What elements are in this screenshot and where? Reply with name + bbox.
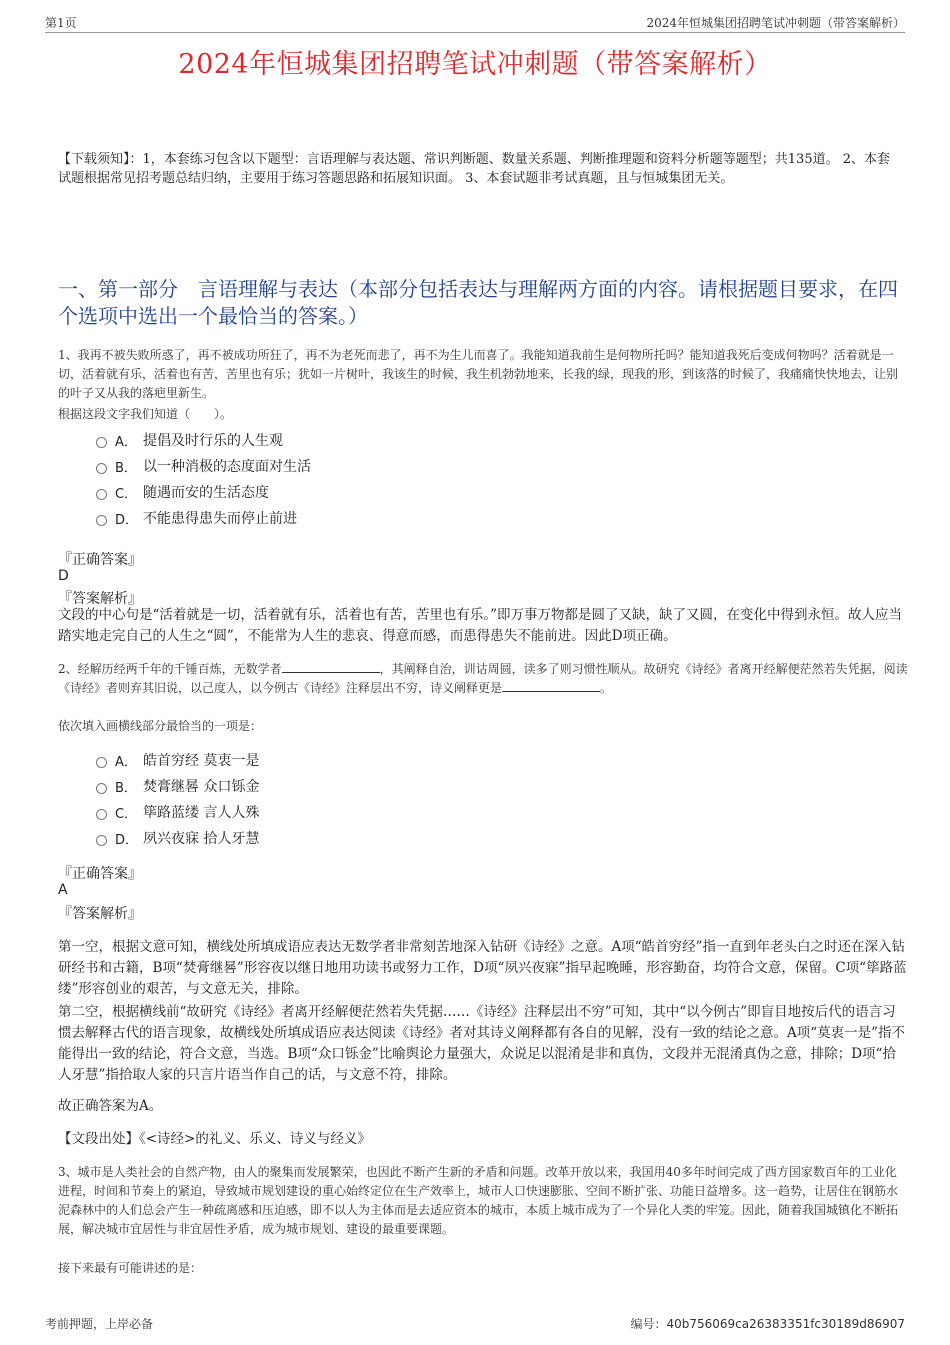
q1-analysis: 文段的中心句是“活着就是一切，活着就有乐，活着也有苦，苦里也有乐。”即万事万物都是圆了又缺，缺了又圆，在变化中得到永恒。故人应当踏实地走完自己的人生之“圆”，不能常为人生的悲哀、得意而感，而患得患失不能前进。因此D项正确。 — [58, 607, 903, 644]
answer-blank — [502, 679, 600, 692]
q1-analysis-label: 『答案解析』 — [58, 591, 142, 607]
q2-option-a[interactable]: A． 皓首穷经 莫衷一是 — [96, 750, 259, 770]
q2-analysis-second: 第二空，根据横线前“故研究《诗经》者离开经解便茫然若失凭据……《诗经》注释层出不穷”可知，其中“以今例古”即盲目地按后代的语言习惯去解释古代的语言现象，故横线处所填成语应表达阅读《诗经》者对其诗义阐释都有各自的见解，没有一致的结论之意。A项“莫衷一是”指不能得出一致的结论，符合文意，当选。B项“众口铄金”比喻舆论力量强大，众说足以混淆是非和真伪，文段并无混淆真伪之意，排除；D项“拾人牙慧”指拾取人家的只言片语当作自己的话，与文意不符，排除。 — [58, 1004, 906, 1083]
download-notice: 【下载须知】：1，本套练习包含以下题型：言语理解与表达题、常识判断题、数量关系题、判断推理题和资料分析题等题型；共135道。 2、本套试题根据常见招考题总结归纳，主要用于练习答题思路和拓展知识面。 3、本套试题非考试真题，且与恒城集团无关。 — [58, 152, 890, 186]
header-doc-title: 2024年恒城集团招聘笔试冲刺题（带答案解析） — [646, 16, 905, 30]
radio-icon[interactable] — [96, 437, 107, 448]
radio-icon[interactable] — [96, 809, 107, 820]
radio-icon[interactable] — [96, 463, 107, 474]
radio-icon[interactable] — [96, 757, 107, 768]
q1-option-b[interactable]: B． 以一种消极的态度面对生活 — [96, 456, 311, 476]
q1-ask: 根据这段文字我们知道（ ）。 — [58, 407, 233, 421]
q2-option-d[interactable]: D． 夙兴夜寐 拾人牙慧 — [96, 828, 259, 848]
q1-answer-label: 『正确答案』 — [58, 552, 142, 568]
q2-ask: 依次填入画横线部分最恰当的一项是： — [58, 719, 263, 733]
q2-analysis-label: 『答案解析』 — [58, 906, 142, 922]
q1-option-a[interactable]: A． 提倡及时行乐的人生观 — [96, 430, 283, 450]
page-header — [45, 14, 905, 33]
radio-icon[interactable] — [96, 835, 107, 846]
answer-blank — [282, 660, 380, 673]
doc-code: 编号：40b756069ca26383351fc30189d86907 — [630, 1317, 905, 1331]
page-footer — [45, 1315, 905, 1331]
section-title: 一、第一部分 言语理解与表达（本部分包括表达与理解两方面的内容。请根据题目要求，在四个选项中选出一个最恰当的答案。） — [58, 277, 898, 328]
q1-option-d[interactable]: D． 不能患得患失而停止前进 — [96, 508, 297, 528]
q3-stem: 3、城市是人类社会的自然产物，由人的聚集而发展繁荣，也因此不断产生新的矛盾和问题。改革开放以来，我国用40多年时间完成了西方国家数百年的工业化进程，时间和节奏上的紧迫，导致城市规划建设的重心始终定位在生产效率上，城市人口快速膨胀、空间不断扩张、功能日益增多。这一趋势，让居住在钢筋水泥森林中的人们总会产生一种疏离感和压迫感，即不以人为主体而是去适应资本的城市，本质上城市成为了一个异化人类的牢笼。因此，随着我国城镇化不断拓展，解决城市宜居性与非宜居性矛盾，成为城市规划、建设的最重要课题。 — [58, 1165, 899, 1236]
q2-analysis-first: 第一空，根据文意可知，横线处所填成语应表达无数学者非常刻苦地深入钻研《诗经》之意。A项“皓首穷经”指一直到年老头白之时还在深入钻研经书和古籍，B项“焚膏继晷”形容夜以继日地用功读书或努力工作，D项“夙兴夜寐”指早起晚睡，形容勤奋，均符合文意，保留。C项“筚路蓝缕”形容创业的艰苦，与文意无关，排除。 — [58, 939, 907, 997]
q2-option-c[interactable]: C． 筚路蓝缕 言人人殊 — [96, 802, 259, 822]
q2-answer-label: 『正确答案』 — [58, 866, 142, 882]
page-number: 第1页 — [45, 16, 77, 30]
q2-option-b[interactable]: B． 焚膏继晷 众口铄金 — [96, 776, 259, 796]
q2-stem: 2、经解历经两千年的千锤百炼，无数学者 ，其阐释自治，训诂周圆，读多了则习惯性顺从。故研究《诗经》者离开经解便茫然若失凭据，阅读《诗经》者则弃其旧说，以己度人，以今例古《诗经》注释层出不穷，诗义阐释更是 。 — [58, 662, 908, 695]
q2-source: 【文段出处】《<诗经>的礼义、乐义、诗义与经义》 — [58, 1131, 371, 1147]
q2-conclusion: 故正确答案为A。 — [58, 1098, 163, 1114]
q1-option-c[interactable]: C． 随遇而安的生活态度 — [96, 482, 269, 502]
q1-answer: D — [58, 568, 69, 584]
radio-icon[interactable] — [96, 515, 107, 526]
q1-stem: 1、我再不被失败所惑了，再不被成功所狂了，再不为老死而悲了，再不为生儿而喜了。我能知道我前生是何物所托吗？能知道我死后变成何物吗？活着就是一切，活着就有乐，活着也有苦，苦里也有乐；犹如一片树叶，我该生的时候，我生机勃勃地来，长我的绿，现我的形，到该落的时候了，我痛痛快快地去，让别的叶子又从我的落疤里新生。 — [58, 348, 899, 400]
q3-ask: 接下来最有可能讲述的是： — [58, 1261, 203, 1275]
page-title: 2024年恒城集团招聘笔试冲刺题（带答案解析） — [178, 49, 772, 80]
radio-icon[interactable] — [96, 783, 107, 794]
footer-slogan: 考前押题，上岸必备 — [45, 1317, 154, 1331]
radio-icon[interactable] — [96, 489, 107, 500]
q2-answer: A — [58, 882, 68, 898]
